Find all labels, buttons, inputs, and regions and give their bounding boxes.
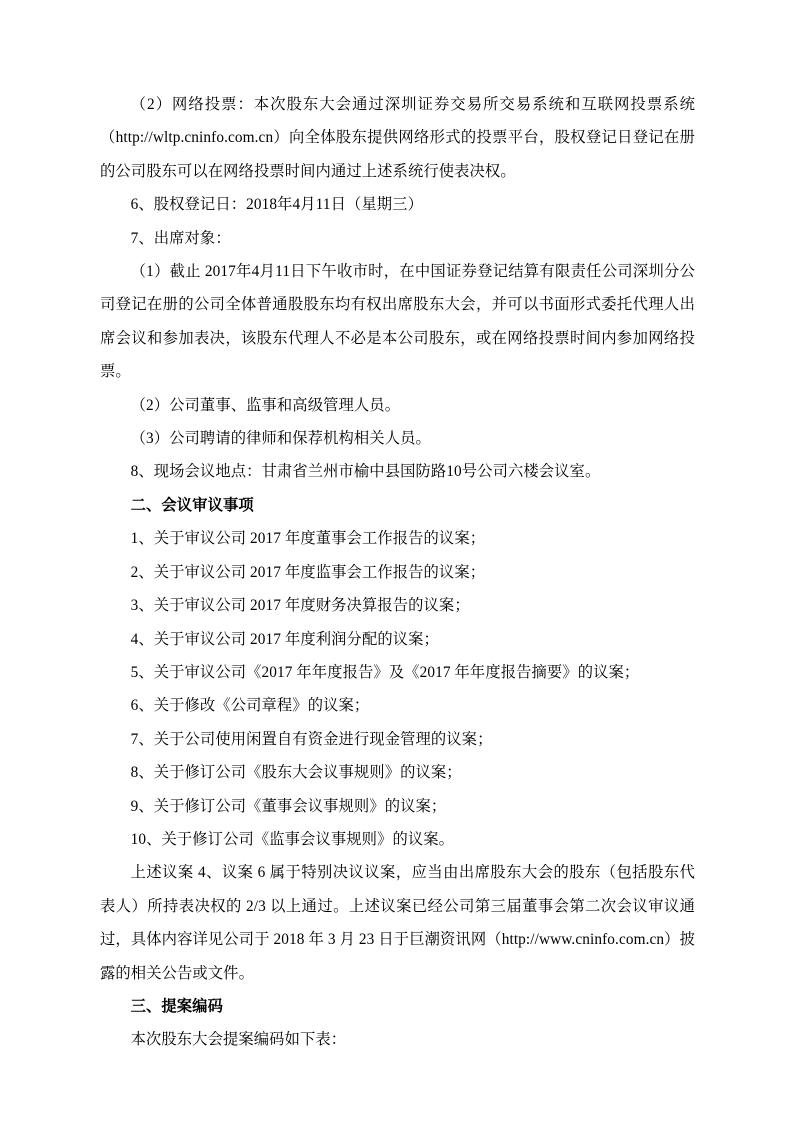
paragraph-proposal-code: 本次股东大会提案编码如下表： bbox=[130, 1031, 347, 1049]
paragraph-network-voting: （2）网络投票：本次股东大会通过深圳证券交易所交易系统和互联网投票系统（http://wltp.cninfo.com.cn）向全体股东提供网络形式的投票平台，股权登记日登记在册的公司股东可以在网络投票时间内通过上述系统行使表决权。 bbox=[100, 96, 695, 180]
agenda-item-6: 6、关于修改《公司章程》的议案； bbox=[130, 697, 370, 715]
agenda-item-10: 10、关于修订公司《监事会议事规则》的议案。 bbox=[130, 830, 455, 848]
agenda-item-3: 3、关于审议公司 2017 年度财务决算报告的议案； bbox=[130, 597, 470, 615]
paragraph-meeting-place: 8、现场会议地点：甘肃省兰州市榆中县国防路10号公司六楼会议室。 bbox=[130, 463, 601, 481]
paragraph-attendees-1: （1）截止 2017年4月11日下午收市时，在中国证券登记结算有限责任公司深圳分公司登记在册的公司全体普通股股东均有权出席股东大会，并可以书面形式委托代理人出席会议和参加表决，该股东代理人不必是本公司股东，或在网络投票时间内参加网络投票。 bbox=[100, 263, 695, 381]
agenda-item-8: 8、关于修订公司《股东大会议事规则》的议案； bbox=[130, 764, 462, 782]
agenda-item-9: 9、关于修订公司《董事会议事规则》的议案； bbox=[130, 797, 447, 815]
agenda-item-5: 5、关于审议公司《2017 年年度报告》及《2017 年年度报告摘要》的议案； bbox=[130, 663, 640, 681]
paragraph-record-date: 6、股权登记日：2018年4月11日（星期三） bbox=[130, 196, 423, 214]
agenda-item-1: 1、关于审议公司 2017 年度董事会工作报告的议案； bbox=[130, 530, 486, 548]
document-body bbox=[100, 88, 695, 1057]
paragraph-attendees-2: （2）公司董事、监事和高级管理人员。 bbox=[130, 396, 401, 414]
section-heading-two: 二、会议审议事项 bbox=[130, 496, 254, 514]
section-heading-three: 三、提案编码 bbox=[130, 997, 223, 1015]
agenda-note: 上述议案 4、议案 6 属于特别决议议案，应当由出席股东大会的股东（包括股东代表人）所持表决权的 2/3 以上通过。上述议案已经公司第三届董事会第二次会议审议通过，具体内容详见公司于 2018 年 3 月 23 日于巨潮资讯网（http://www.cninfo.com.cn）披露的相关公告或文件。 bbox=[100, 864, 695, 982]
paragraph-attendees-title: 7、出席对象： bbox=[130, 229, 231, 247]
agenda-item-2: 2、关于审议公司 2017 年度监事会工作报告的议案； bbox=[130, 563, 486, 581]
agenda-item-7: 7、关于公司使用闲置自有资金进行现金管理的议案； bbox=[130, 730, 493, 748]
paragraph-attendees-3: （3）公司聘请的律师和保荐机构相关人员。 bbox=[130, 430, 431, 448]
agenda-item-4: 4、关于审议公司 2017 年度利润分配的议案； bbox=[130, 630, 439, 648]
